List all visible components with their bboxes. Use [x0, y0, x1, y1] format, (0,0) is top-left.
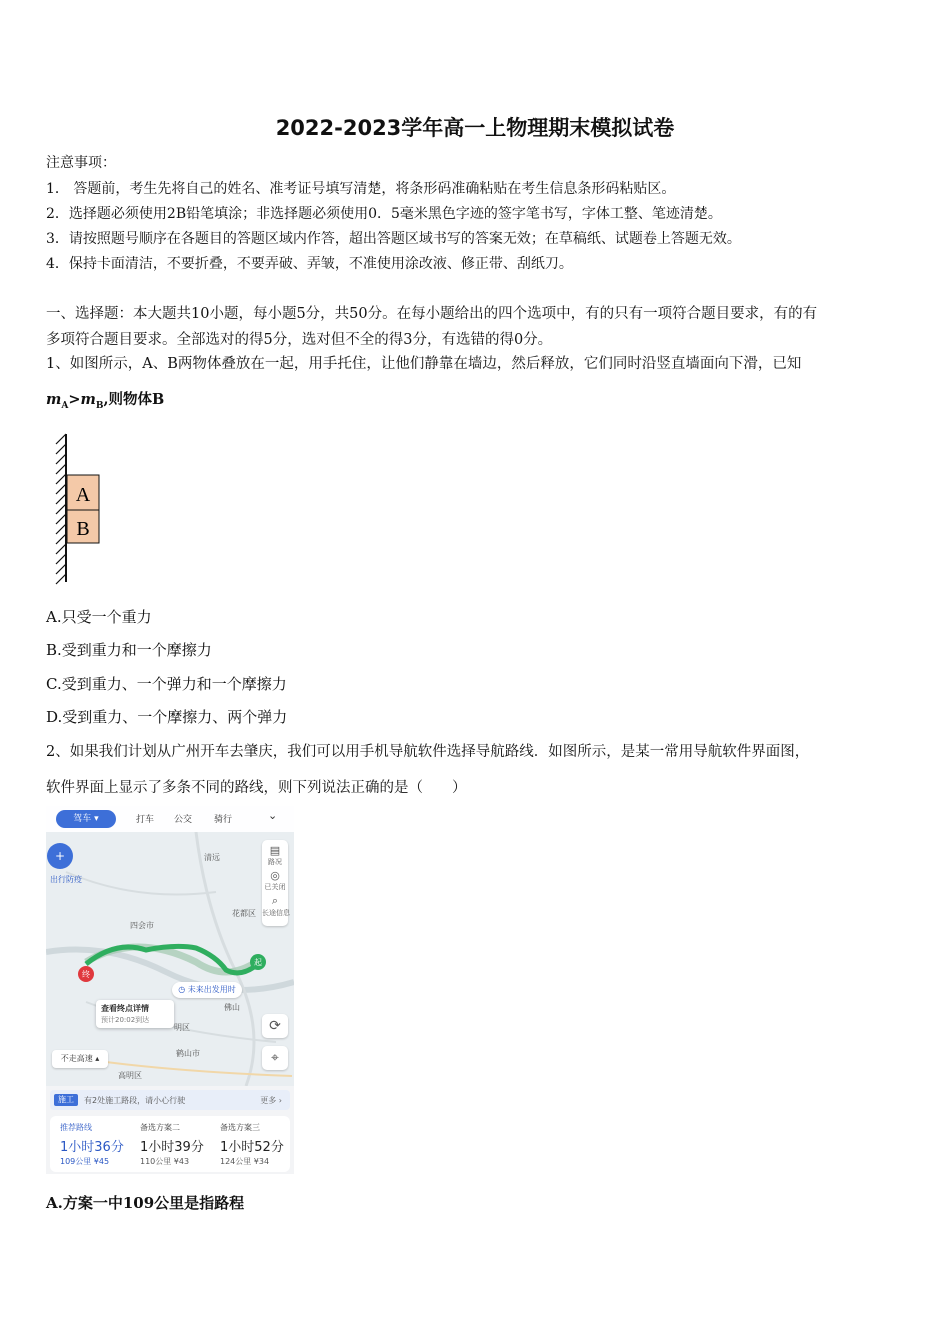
notice-item-2: 2．选择题必须使用2B铅笔填涂；非选择题必须使用0．5毫米黑色字迹的签字笔书写，字体工整、笔迹清楚。	[46, 206, 722, 222]
place-sihui: 四会市	[130, 921, 154, 930]
block-b-label: B	[76, 518, 90, 540]
q2-stem-line-2: 软件界面上显示了多条不同的路线，则下列说法正确的是（ ）	[46, 780, 467, 796]
future-departure-label: 未来出发用时	[187, 985, 236, 994]
callout-title: 查看终点详情	[101, 1004, 149, 1013]
construction-badge: 施工	[54, 1094, 78, 1106]
route-option-time: 1小时36分	[60, 1140, 124, 1155]
q2-option-a: A.方案一中109公里是指路程	[46, 1194, 245, 1212]
q2-stem-line-1: 2、如果我们计划从广州开车去肇庆，我们可以用手机导航软件选择导航路线．如图所示，是某一常用导航软件界面图，	[46, 744, 810, 760]
route-option-detail: 124公里 ¥34	[220, 1157, 270, 1166]
notice-item-4: 4．保持卡面清洁，不要折叠，不要弄破、弄皱，不准使用涂改液、修正带、刮纸刀。	[46, 256, 573, 272]
end-marker-label: 终	[82, 970, 90, 979]
route-option-detail: 109公里 ¥45	[60, 1157, 110, 1166]
avoid-highway-button[interactable]: 不走高速 ▴	[52, 1050, 108, 1068]
route-option-label: 推荐路线	[60, 1123, 92, 1132]
place-heshan: 鹤山市	[176, 1049, 200, 1058]
q1-stem-tail: ,则物体B	[103, 391, 165, 408]
place-qingyuan: 清远	[204, 853, 220, 862]
tab-taxi[interactable]: 打车	[136, 815, 155, 825]
route-option-time: 1小时52分	[220, 1140, 284, 1155]
route-option-time: 1小时39分	[140, 1140, 204, 1155]
cross-icon: +	[54, 849, 66, 863]
map-side-controls	[262, 840, 288, 926]
q1-option-b: B.受到重力和一个摩擦力	[46, 641, 212, 659]
q1-condition	[46, 388, 164, 411]
callout-eta: 预计20:02到达	[101, 1016, 150, 1024]
wall-hatching	[56, 434, 66, 584]
long-trip-label: 长途信息	[262, 909, 290, 917]
avoid-highway-label: 不走高速	[60, 1054, 93, 1063]
route-option-detail: 110公里 ¥43	[140, 1157, 190, 1166]
drive-mode-button[interactable]: 驾车 ▾	[56, 810, 116, 828]
traffic-label: 路况	[268, 858, 282, 866]
search-icon[interactable]: ⌕	[271, 894, 279, 907]
block-a-label: A	[75, 484, 91, 506]
route-option-label: 备选方案二	[140, 1123, 180, 1132]
clock-icon: ◷	[178, 985, 186, 994]
q1-stem: 1、如图所示，A、B两物体叠放在一起，用手托住，让他们静靠在墙边，然后释放，它们同时沿竖直墙面向下滑，已知	[46, 356, 802, 372]
greater-than: >	[68, 391, 81, 408]
notice-item-1: 1． 答题前，考生先将自己的姓名、准考证号填写清楚，将条形码准确粘贴在考生信息条形码粘贴区。	[46, 181, 676, 197]
section-intro-line-2: 多项符合题目要求。全部选对的得5分，选对但不全的得3分，有选错的得0分。	[46, 332, 553, 348]
start-marker-label: 起	[254, 958, 262, 967]
wall-blocks-figure	[50, 430, 120, 590]
navigation-app-screenshot	[46, 806, 294, 1174]
route-option-2[interactable]	[140, 1122, 218, 1167]
tab-transit[interactable]: 公交	[174, 815, 193, 825]
more-label: 更多	[260, 1096, 277, 1105]
q1-option-d: D.受到重力、一个摩擦力、两个弹力	[46, 708, 288, 726]
refresh-icon[interactable]: ⟳	[262, 1014, 288, 1038]
route-option-label: 备选方案三	[220, 1123, 260, 1132]
mass-symbol-a: m	[46, 391, 62, 408]
route-options	[50, 1116, 290, 1172]
restriction-icon[interactable]: ◎	[270, 869, 280, 882]
drive-mode-label: 驾车	[73, 814, 92, 824]
route-map	[46, 832, 294, 1086]
chevron-down-icon[interactable]: ⌄	[268, 809, 278, 822]
construction-notice[interactable]	[50, 1090, 290, 1110]
destination-callout[interactable]	[96, 1000, 174, 1028]
place-huadu: 花都区	[232, 909, 256, 918]
notice-item-3: 3．请按照题号顺序在各题目的答题区域内作答，超出答题区域书写的答案无效；在草稿纸、试题卷上答题无效。	[46, 231, 741, 247]
tab-cycling[interactable]: 骑行	[214, 815, 233, 825]
locate-icon[interactable]: ⌖	[262, 1046, 288, 1070]
place-gaoming: 高明区	[118, 1071, 142, 1080]
future-departure-button[interactable]	[172, 982, 242, 998]
q1-option-c: C.受到重力、一个弹力和一个摩擦力	[46, 675, 287, 693]
subscript-b: B	[95, 400, 104, 411]
page-title: 2022-2023学年高一上物理期末模拟试卷	[275, 116, 675, 140]
notice-heading: 注意事项：	[46, 155, 116, 171]
traffic-icon[interactable]: ▤	[269, 844, 281, 857]
mass-symbol-b: m	[80, 391, 96, 408]
covid-label: 出行防疫	[50, 875, 82, 884]
section-intro-line-1: 一、选择题：本大题共10小题，每小题5分，共50分。在每小题给出的四个选项中，有的只有一项符合题目要求，有的有	[46, 306, 818, 322]
route-panel	[46, 1086, 294, 1174]
q1-option-a: A.只受一个重力	[46, 608, 152, 626]
route-option-3[interactable]	[220, 1122, 294, 1167]
restriction-label: 已关闭	[264, 883, 286, 891]
route-option-1[interactable]	[60, 1122, 138, 1167]
place-mingqu: 明区	[174, 1023, 190, 1032]
place-foshan: 佛山	[224, 1003, 240, 1012]
more-link[interactable]: 更多 ›	[260, 1096, 282, 1105]
subscript-a: A	[61, 400, 69, 411]
top-bar	[46, 806, 294, 832]
construction-text: 有2处施工路段，请小心行驶	[84, 1096, 186, 1105]
